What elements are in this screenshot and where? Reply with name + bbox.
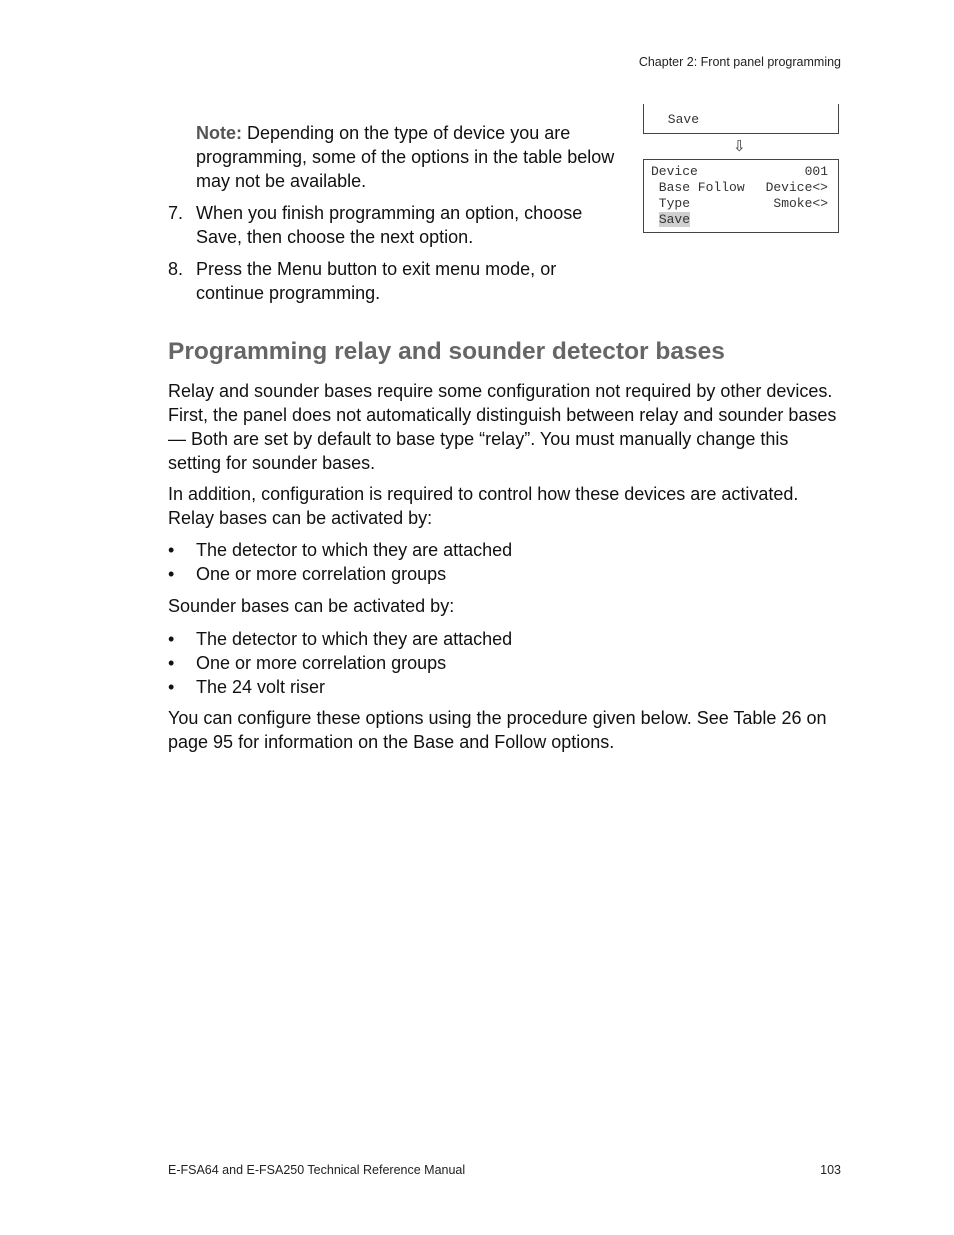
sounder-activation-list <box>168 627 838 699</box>
chapter-header: Chapter 2: Front panel programming <box>638 55 841 69</box>
footer-manual-title: E-FSA64 and E-FSA250 Technical Reference Manual <box>168 1163 466 1177</box>
step-8 <box>168 257 618 305</box>
relay-activation-list <box>168 538 838 586</box>
step-number: 8. <box>168 259 184 279</box>
note-label: Note: <box>196 123 242 143</box>
lcd-row-base-follow <box>651 180 828 196</box>
down-arrow-icon: ⇩ <box>733 138 746 155</box>
step-7 <box>168 201 618 249</box>
list-item: • The 24 volt riser <box>168 677 326 697</box>
lcd-row-label: Device <box>651 164 698 179</box>
note-paragraph <box>196 121 616 193</box>
lcd-row-label: Base Follow <box>651 180 745 195</box>
lcd-display-previous <box>643 104 839 134</box>
section-title: Programming relay and sounder detector bases <box>168 338 725 365</box>
list-item: • The detector to which they are attached <box>168 540 513 560</box>
lcd-row-type <box>651 196 828 212</box>
footer-page-number: 103 <box>820 1163 841 1177</box>
paragraph-sounder: Sounder bases can be activated by: <box>168 596 455 616</box>
step-text: When you finish programming an option, choose Save, then choose the next option. <box>196 203 583 247</box>
lcd-row-value: Smoke<> <box>773 196 828 211</box>
lcd-row-value: 001 <box>804 164 828 179</box>
list-item: • The detector to which they are attached <box>168 629 513 649</box>
lcd-row-value: Device<> <box>765 180 828 195</box>
lcd-row-save <box>651 212 828 228</box>
lcd-selected-save: Save <box>658 212 691 227</box>
note-text: Depending on the type of device you are programming, some of the options in the table below may not be available. <box>196 123 615 191</box>
list-item: • One or more correlation groups <box>168 653 447 673</box>
lcd-row-device <box>651 164 828 180</box>
paragraph-procedure: You can configure these options using the procedure given below. See Table 26 on page 95 for information on the Base and Follow options. <box>168 708 827 752</box>
list-item: • One or more correlation groups <box>168 564 447 584</box>
step-text: Press the Menu button to exit menu mode, or continue programming. <box>196 259 557 303</box>
lcd-row-label: Type <box>651 196 691 211</box>
lcd-line: Save <box>660 112 700 127</box>
paragraph-intro: Relay and sounder bases require some configuration not required by other devices. First, the panel does not automatically distinguish between relay and sounder bases — Both are set by default to base type “relay”. You must manually change this setting for sounder bases. <box>168 381 837 473</box>
lcd-display <box>643 159 839 233</box>
paragraph-config: In addition, configuration is required to control how these devices are activated. Relay bases can be activated by: <box>168 484 799 528</box>
step-number: 7. <box>168 203 184 223</box>
